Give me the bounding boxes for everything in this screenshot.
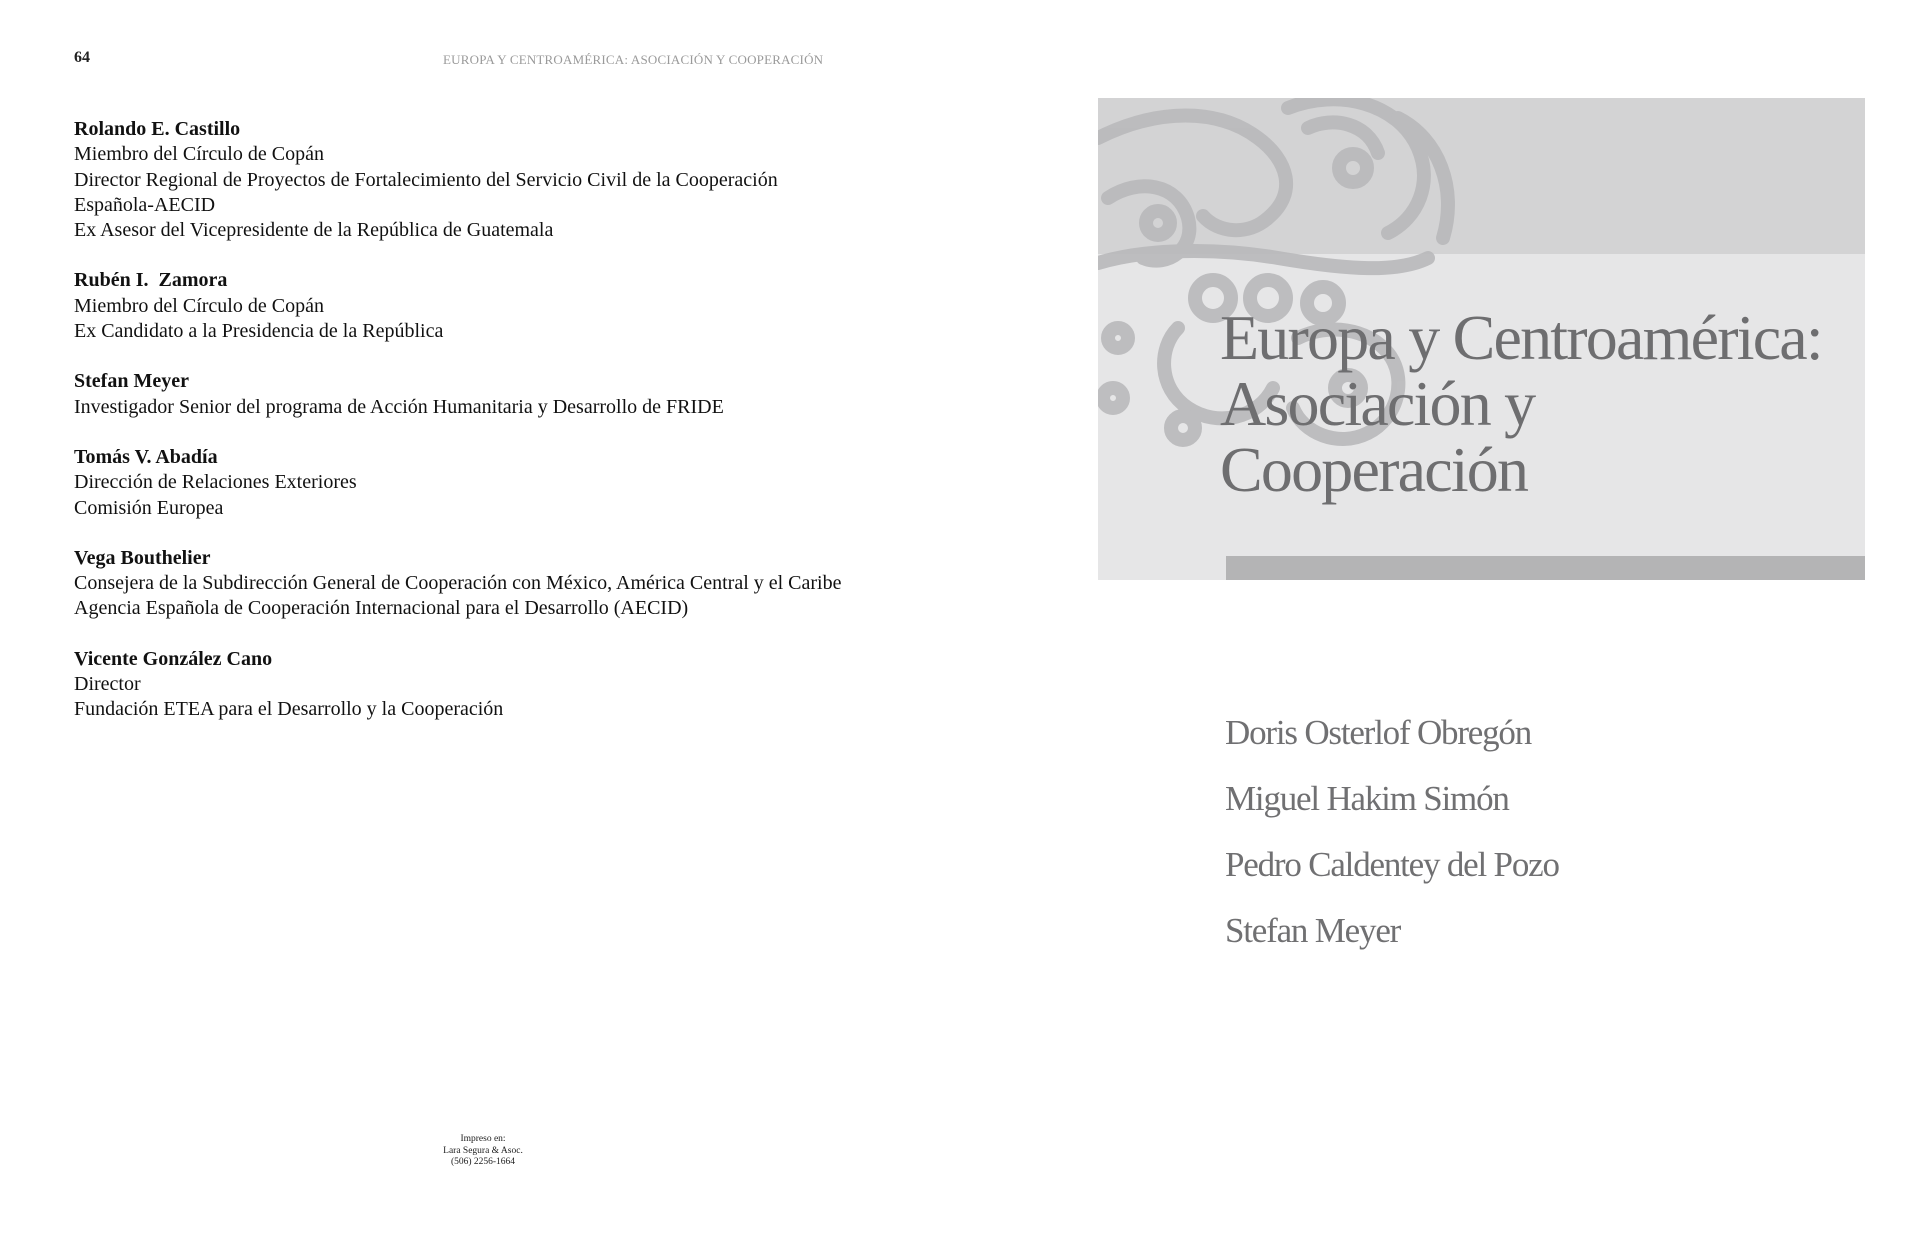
contributor-name: Rubén I. Zamora xyxy=(74,269,228,292)
contributor-role: Consejera de la Subdirección General de Cooperación con México, América Central y el Caribe xyxy=(74,572,842,595)
page-number: 64 xyxy=(74,49,90,66)
contributor-rolando-castillo xyxy=(74,117,874,243)
contributor-role: Agencia Española de Cooperación Internacional para el Desarrollo (AECID) xyxy=(74,597,689,620)
contributor-vicente-gonzalez xyxy=(74,647,874,723)
running-header: EUROPA Y CENTROAMÉRICA: ASOCIACIÓN Y COOPERACIÓN xyxy=(443,52,824,67)
contributor-role: Director xyxy=(74,673,141,696)
contributor-vega-bouthelier xyxy=(74,546,874,622)
author-name: Miguel Hakim Simón xyxy=(1225,779,1509,818)
contributor-role: Ex Candidato a la Presidencia de la República xyxy=(74,320,444,343)
imprint-printer: Lara Segura & Asoc. xyxy=(443,1145,523,1156)
contributor-stefan-meyer xyxy=(74,369,874,420)
contributor-role: Comisión Europea xyxy=(74,496,224,519)
author-name: Stefan Meyer xyxy=(1225,911,1401,950)
author-name: Pedro Caldentey del Pozo xyxy=(1225,845,1559,884)
right-page xyxy=(965,0,1930,1234)
authors-list xyxy=(1225,700,1559,964)
book-title-line: Cooperación xyxy=(1220,434,1528,505)
contributor-tomas-abadia xyxy=(74,445,874,521)
contributor-role: Dirección de Relaciones Exteriores xyxy=(74,471,357,494)
printer-imprint xyxy=(383,1134,583,1169)
book-title-line: Europa y Centroamérica: xyxy=(1220,302,1822,373)
book-title-line: Asociación y xyxy=(1220,368,1535,439)
imprint-phone: (506) 2256-1664 xyxy=(450,1157,516,1167)
contributor-name: Vega Bouthelier xyxy=(74,546,211,569)
contributor-role: Fundación ETEA para el Desarrollo y la Cooperación xyxy=(74,698,504,721)
contributor-name: Vicente González Cano xyxy=(74,647,273,670)
contributor-name: Tomás V. Abadía xyxy=(74,445,218,468)
contributor-ruben-zamora xyxy=(74,268,874,344)
contributor-role: Director Regional de Proyectos de Fortalecimiento del Servicio Civil de la Cooperación Española-AECID xyxy=(74,168,778,216)
imprint-label: Impreso en: xyxy=(460,1134,506,1144)
contributors-list xyxy=(74,117,874,748)
contributor-role: Miembro del Círculo de Copán xyxy=(74,143,324,166)
contributor-role: Miembro del Círculo de Copán xyxy=(74,294,324,317)
contributor-role: Ex Asesor del Vicepresidente de la República de Guatemala xyxy=(74,219,554,242)
author-name: Doris Osterlof Obregón xyxy=(1225,713,1532,752)
contributor-role: Investigador Senior del programa de Acción Humanitaria y Desarrollo de FRIDE xyxy=(74,395,724,418)
book-title xyxy=(1220,302,1880,505)
contributor-name: Stefan Meyer xyxy=(74,370,189,393)
contributor-name: Rolando E. Castillo xyxy=(74,118,241,140)
cover-bottom-band xyxy=(1226,556,1865,580)
